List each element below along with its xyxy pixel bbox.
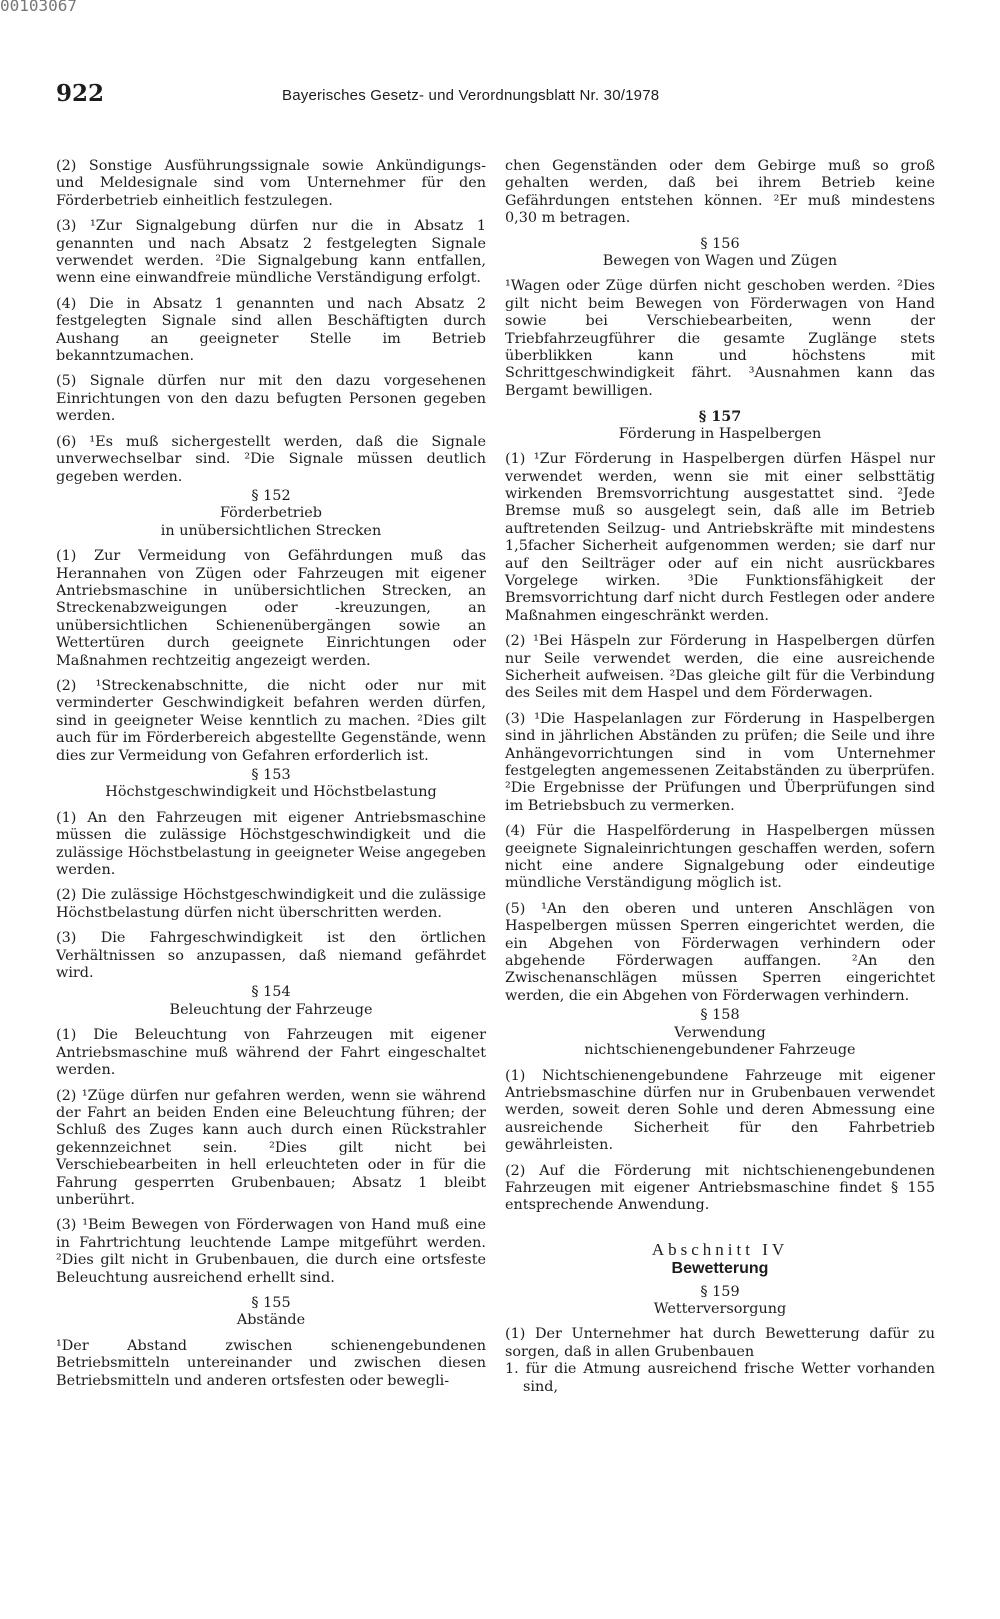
paragraph: (5) ¹An den oberen und unteren Anschlägen von Haspelbergen müssen Sperren eingerichtet werden, die ein Abgehen von Förderwagen verhindern oder abgehende Förderwagen auffangen. ²An den Zwischenanschlägen müssen Sperren eingerichtet werden, die ein Abgehen von Förderwagen verhindern. bbox=[505, 900, 935, 1004]
section-number: § 154 bbox=[251, 984, 291, 1001]
paragraph: (2) Die zulässige Höchstgeschwindigkeit und die zulässige Höchstbelastung dürfen nicht überschritten werden. bbox=[56, 887, 486, 921]
paragraph: (1) Nichtschienengebundene Fahrzeuge mit eigener Antriebsmaschine dürfen nur in Grubenbauen verwendet werden, soweit deren Sohle und deren Abmessung eine ausreichende Sicherheit für den Fahrbetrieb gewährleisten. bbox=[505, 1067, 935, 1154]
section-number: § 156 bbox=[700, 235, 740, 252]
section-number: § 157 bbox=[698, 408, 742, 426]
paragraph: (5) Signale dürfen nur mit den dazu vorgesehenen Einrichtungen von den dazu befugten Personen gegeben werden. bbox=[56, 373, 486, 425]
section-title: Bewegen von Wagen und Zügen bbox=[602, 253, 838, 270]
part-heading: Abschnitt IV bbox=[651, 1239, 789, 1259]
page-number: 922 bbox=[56, 80, 105, 107]
part-title: Bewetterung bbox=[671, 1260, 769, 1278]
paragraph: (1) Die Beleuchtung von Fahrzeugen mit eigener Antriebsmaschine muß während der Fahrt eingeschaltet werden. bbox=[56, 1027, 486, 1079]
paragraph: chen Gegenständen oder dem Gebirge muß so groß gehalten werden, daß bei ihrem Betrieb keine Gefährdungen entstehen können. ²Er muß mindestens 0,30 m betragen. bbox=[505, 158, 935, 227]
paragraph: ¹Wagen oder Züge dürfen nicht geschoben werden. ²Dies gilt nicht beim Bewegen von Förderwagen von Hand sowie bei Verschiebearbeiten, wenn der Triebfahrzeugführer die gesamte Zuglänge stets überblikken kann und höchstens mit Schrittgeschwindigkeit fährt. ³Ausnahmen kann das Bergamt bewilligen. bbox=[505, 278, 935, 399]
paragraph: (1) Zur Vermeidung von Gefährdungen muß das Herannahen von Zügen oder Fahrzeugen mit eigener Antriebsmaschine in unübersichtlichen Strecken, an Streckenabzweigungen oder -kreuzungen, an unübersichtlichen Schienenübergängen sowie an Wettertüren durch geeignete Einrichtungen oder Maßnahmen rechtzeitig angezeigt werden. bbox=[56, 548, 486, 669]
section-title: in unübersichtlichen Strecken bbox=[160, 522, 382, 539]
section-title: Verwendung bbox=[674, 1024, 766, 1041]
paragraph: (2) Sonstige Ausführungssignale sowie Ankündigungs- und Meldesignale sind vom Unternehmer für den Förderbetrieb einheitlich festzulegen. bbox=[56, 158, 486, 209]
right-column bbox=[505, 158, 935, 1404]
paragraph: (3) ¹Beim Bewegen von Förderwagen von Hand muß eine in Fahrtrichtung leuchtende Lampe mitgeführt werden. ²Dies gilt nicht in Grubenbauen, die durch eine ortsfeste Beleuchtung ausreichend erhellt sind. bbox=[56, 1217, 486, 1286]
paragraph: (2) ¹Streckenabschnitte, die nicht oder nur mit verminderter Geschwindigkeit befahren werden dürfen, sind in geeigneter Weise kenntlich zu machen. ²Dies gilt auch für im Förderbereich abgestellte Gegenstände, wenn dies zur Vermeidung von Gefahren erforderlich ist. bbox=[56, 677, 486, 764]
section-title: Förderung in Haspelbergen bbox=[618, 425, 822, 442]
paragraph: ¹Der Abstand zwischen schienengebundenen Betriebsmitteln untereinander und zwischen diesen Betriebsmitteln und anderen ortsfesten oder bewegli- bbox=[56, 1337, 486, 1389]
list-item: 1. für die Atmung ausreichend frische Wetter vorhanden sind, bbox=[505, 1361, 935, 1395]
section-title: Wetterversorgung bbox=[653, 1300, 787, 1317]
paragraph: (3) ¹Zur Signalgebung dürfen nur die in Absatz 1 genannten und nach Absatz 2 festgelegten Signale verwendet werden. ²Die Signalgebung kann entfallen, wenn eine einwandfreie mündliche Verständigung erfolgt. bbox=[56, 218, 486, 287]
section-number: § 158 bbox=[700, 1007, 740, 1024]
paragraph: (4) Die in Absatz 1 genannten und nach Absatz 2 festgelegten Signale sind allen Beschäftigten durch Aushang an geeigneter Stelle im Betrieb bekanntzumachen. bbox=[56, 295, 486, 365]
paragraph: (6) ¹Es muß sichergestellt werden, daß die Signale unverwechselbar sind. ²Die Signale müssen deutlich gegeben werden. bbox=[56, 433, 486, 485]
section-number: § 152 bbox=[251, 487, 291, 504]
section-title: nichtschienengebundener Fahrzeuge bbox=[584, 1042, 856, 1059]
archive-number: 00103067 bbox=[0, 0, 78, 15]
paragraph: (1) ¹Zur Förderung in Haspelbergen dürfen Häspel nur verwendet werden, wenn sie mit einer selbsttätig wirkenden Bremsvorrichtung ausgestattet sind. ²Jede Bremse muß so ausgelegt sein, daß alle im Betrieb auftretenden Seilzug- und Antriebskräfte mit mindestens 1,5facher Sicherheit aufgenommen werden; sie darf nur auf den Seilträger oder auf ein nicht ausrückbares Vorgelege wirken. ³Die Funktionsfähigkeit der Bremsvorrichtung darf nicht durch Festlegen oder andere Maßnahmen eingeschränkt werden. bbox=[505, 451, 935, 624]
left-column bbox=[56, 158, 486, 1398]
section-title: Höchstgeschwindigkeit und Höchstbelastung bbox=[105, 784, 437, 801]
paragraph: (4) Für die Haspelförderung in Haspelbergen müssen geeignete Signaleinrichtungen geschaffen werden, sofern nicht eine andere Signalgebung oder eindeutige mündliche Verständigung möglich ist. bbox=[505, 823, 935, 892]
paragraph: (2) ¹Bei Häspeln zur Förderung in Haspelbergen dürfen nur Seile verwendet werden, die eine ausreichende Sicherheit aufweisen. ²Das gleiche gilt für die Verbindung des Seiles mit dem Haspel und dem Förderwagen. bbox=[505, 633, 935, 702]
running-title: Bayerisches Gesetz- und Verordnungsblatt Nr. 30/1978 bbox=[282, 87, 660, 104]
paragraph: (3) ¹Die Haspelanlagen zur Förderung in Haspelbergen sind in jährlichen Abständen zu prüfen; die Seile und ihre Anhängevorrichtungen sind in vom Unternehmer festgelegten angemessenen Zeitabständen zu überprüfen. ²Die Ergebnisse der Prüfungen und Überprüfungen sind im Betriebsbuch zu vermerken. bbox=[505, 710, 935, 814]
section-number: § 153 bbox=[251, 767, 291, 783]
section-number: § 159 bbox=[700, 1283, 740, 1300]
section-title: Beleuchtung der Fahrzeuge bbox=[169, 1001, 373, 1018]
paragraph: (2) ¹Züge dürfen nur gefahren werden, wenn sie während der Fahrt an beiden Enden eine Beleuchtung führen; der Schluß des Zuges kann auch durch einen Rückstrahler gekennzeichnet sein. ²Dies gilt nicht bei Verschiebearbeiten in hell erleuchteten oder in für die Fahrung gesperrten Grubenbauen; Absatz 1 bleibt unberührt. bbox=[56, 1087, 486, 1208]
section-title: Förderbetrieb bbox=[219, 505, 323, 522]
paragraph: (2) Auf die Förderung mit nichtschienengebundenen Fahrzeugen mit eigener Antriebsmaschine findet § 155 entsprechende Anwendung. bbox=[505, 1162, 935, 1214]
page-header bbox=[56, 80, 936, 112]
paragraph: (1) An den Fahrzeugen mit eigener Antriebsmaschine müssen die zulässige Höchstgeschwindigkeit und die zulässige Höchstbelastung in geeigneter Weise angegeben werden. bbox=[56, 809, 486, 879]
section-title: Abstände bbox=[236, 1312, 306, 1329]
paragraph: (3) Die Fahrgeschwindigkeit ist den örtlichen Verhältnissen so anzupassen, daß niemand gefährdet wird. bbox=[56, 930, 486, 982]
paragraph: (1) Der Unternehmer hat durch Bewetterung dafür zu sorgen, daß in allen Grubenbauen bbox=[505, 1326, 935, 1360]
section-number: § 155 bbox=[251, 1294, 291, 1311]
